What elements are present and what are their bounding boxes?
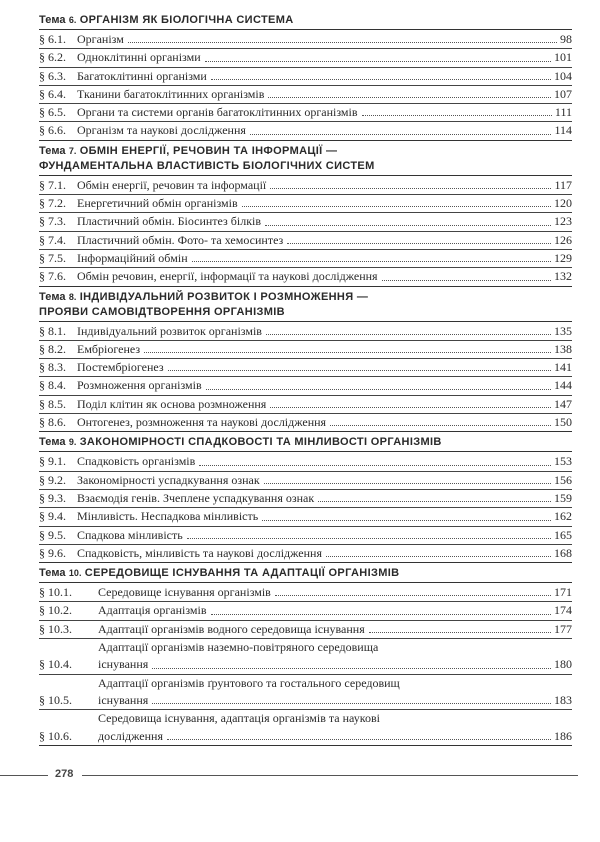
page-number-ref: 168 bbox=[554, 545, 572, 560]
leader-dots bbox=[144, 352, 551, 353]
toc-entry[interactable] bbox=[39, 584, 572, 601]
page-number-ref: 111 bbox=[554, 105, 572, 120]
toc-entry[interactable] bbox=[39, 638, 572, 674]
page-number-ref: 114 bbox=[554, 123, 572, 138]
toc-entry[interactable] bbox=[39, 544, 572, 562]
leader-dots bbox=[265, 225, 551, 226]
section-number: § 9.5. bbox=[39, 527, 66, 542]
entry-list bbox=[39, 453, 572, 563]
page-number-ref: 144 bbox=[554, 378, 572, 393]
entry-title: Пластичний обмін. Біосинтез білків bbox=[77, 214, 262, 229]
entry-list bbox=[39, 31, 572, 141]
entry-title: Енергетичний обмін організмів bbox=[77, 196, 238, 211]
topic-word: Тема bbox=[39, 290, 66, 303]
section-number: § 8.4. bbox=[39, 378, 66, 393]
section-number: § 6.1. bbox=[39, 32, 66, 46]
leader-dots bbox=[326, 556, 551, 557]
leader-dots bbox=[211, 614, 551, 615]
toc-entry[interactable] bbox=[39, 674, 572, 710]
topic-number: 8. bbox=[68, 291, 77, 302]
section-number: § 10.1. bbox=[39, 585, 72, 600]
topic-title-continued: ФУНДАМЕНТАЛЬНА ВЛАСТИВІСТЬ БІОЛОГІЧНИХ СИСТЕМ bbox=[39, 159, 375, 172]
entry-title: Онтогенез, розмноження та наукові дослідження bbox=[77, 415, 327, 430]
leader-dots bbox=[264, 483, 551, 484]
section-number: § 8.1. bbox=[39, 323, 66, 338]
topic-section bbox=[39, 435, 572, 563]
leader-dots bbox=[262, 520, 551, 521]
page-number-ref: 165 bbox=[554, 527, 572, 542]
toc-entry[interactable] bbox=[39, 177, 572, 194]
topic-word: Тема bbox=[39, 14, 66, 26]
section-number: § 10.6. bbox=[39, 728, 72, 743]
page-number-ref: 171 bbox=[554, 585, 572, 600]
toc-entry[interactable] bbox=[39, 103, 572, 121]
section-number: § 6.4. bbox=[39, 86, 66, 101]
page-number-ref: 159 bbox=[554, 490, 572, 505]
topic-title: ОБМІН ЕНЕРГІЇ, РЕЧОВИН ТА ІНФОРМАЦІЇ — bbox=[79, 144, 338, 157]
toc-entry[interactable] bbox=[39, 376, 572, 394]
leader-dots bbox=[242, 206, 551, 207]
leader-dots bbox=[199, 465, 551, 466]
toc-entry[interactable] bbox=[39, 620, 572, 638]
page-number-ref: 177 bbox=[554, 621, 572, 636]
entry-title: Тканини багатоклітинних організмів bbox=[77, 86, 265, 101]
toc-entry[interactable] bbox=[39, 85, 572, 103]
topic-section bbox=[39, 13, 572, 141]
page-number-ref: 153 bbox=[554, 454, 572, 469]
entry-title-block bbox=[98, 675, 554, 710]
page-number-ref: 150 bbox=[554, 415, 572, 430]
entry-title: Обмін енергії, речовин та інформації bbox=[77, 177, 267, 192]
topic-number: 7. bbox=[68, 145, 77, 156]
topic-title: ЗАКОНОМІРНОСТІ СПАДКОВОСТІ ТА МІНЛИВОСТІ ОРГАНІЗМІВ bbox=[79, 436, 442, 449]
topic-word: Тема bbox=[39, 567, 66, 580]
section-number: § 8.6. bbox=[39, 415, 66, 430]
entry-title: Організм bbox=[77, 32, 124, 46]
toc-entry[interactable] bbox=[39, 323, 572, 340]
footer-rule-right bbox=[82, 775, 578, 776]
toc-entry[interactable] bbox=[39, 121, 572, 139]
entry-title: Поділ клітин як основа розмноження bbox=[77, 396, 267, 411]
page-number-ref: 104 bbox=[554, 68, 572, 83]
topic-heading bbox=[39, 144, 572, 176]
table-of-contents bbox=[39, 13, 572, 746]
section-number: § 8.5. bbox=[39, 396, 66, 411]
topic-section bbox=[39, 290, 572, 433]
entry-title: Органи та системи органів багатоклітинних організмів bbox=[77, 105, 358, 120]
entry-title: Середовища існування, адаптація організмів та наукові bbox=[98, 711, 380, 726]
section-number: § 10.4. bbox=[39, 657, 72, 672]
section-number: § 7.3. bbox=[39, 214, 66, 229]
section-number: § 7.4. bbox=[39, 232, 66, 247]
topic-heading bbox=[39, 435, 572, 452]
toc-entry[interactable] bbox=[39, 358, 572, 376]
topic-title: ІНДИВІДУАЛЬНИЙ РОЗВИТОК І РОЗМНОЖЕННЯ — bbox=[79, 290, 369, 303]
entry-title-block bbox=[98, 710, 554, 745]
section-number: § 6.2. bbox=[39, 50, 66, 65]
topic-number: 6. bbox=[68, 15, 77, 25]
section-number: § 7.2. bbox=[39, 196, 66, 211]
section-number: § 10.2. bbox=[39, 603, 72, 618]
entry-title: Адаптації організмів наземно-повітряного середовища bbox=[98, 640, 379, 655]
entry-title: Індивідуальний розвиток організмів bbox=[77, 323, 262, 338]
entry-title: Одноклітинні організми bbox=[77, 50, 201, 65]
page-number-ref: 162 bbox=[554, 509, 572, 524]
section-number: § 9.3. bbox=[39, 490, 66, 505]
page-number-ref: 120 bbox=[554, 196, 572, 211]
toc-entry[interactable] bbox=[39, 395, 572, 413]
section-number: § 7.1. bbox=[39, 177, 66, 192]
topic-title-continued: ПРОЯВИ САМОВІДТВОРЕННЯ ОРГАНІЗМІВ bbox=[39, 305, 285, 318]
leader-dots bbox=[152, 668, 551, 669]
section-number: § 9.6. bbox=[39, 545, 66, 560]
page-number-ref: 135 bbox=[554, 323, 572, 338]
toc-entry[interactable] bbox=[39, 231, 572, 249]
leader-dots bbox=[266, 334, 551, 335]
page-number-ref: 141 bbox=[554, 360, 572, 375]
entry-list bbox=[39, 323, 572, 433]
leader-dots bbox=[211, 79, 551, 80]
entry-title: Адаптація організмів bbox=[98, 603, 207, 618]
leader-dots bbox=[268, 97, 551, 98]
page-number-ref: 138 bbox=[554, 341, 572, 356]
entry-title: Адаптації організмів водного середовища існування bbox=[98, 621, 365, 636]
toc-entry[interactable] bbox=[39, 709, 572, 745]
entry-list bbox=[39, 177, 572, 287]
page-number-ref: 123 bbox=[554, 214, 572, 229]
section-number: § 7.5. bbox=[39, 250, 66, 265]
leader-dots bbox=[318, 501, 551, 502]
leader-dots bbox=[369, 632, 551, 633]
entry-title: Інформаційний обмін bbox=[77, 250, 188, 265]
toc-entry[interactable] bbox=[39, 489, 572, 507]
toc-entry[interactable] bbox=[39, 67, 572, 85]
page-number-ref: 126 bbox=[554, 232, 572, 247]
entry-title: Спадковість організмів bbox=[77, 454, 196, 469]
page-number: 278 bbox=[55, 768, 74, 780]
leader-dots bbox=[167, 739, 551, 740]
page-number-ref: 186 bbox=[554, 728, 572, 743]
topic-heading bbox=[39, 566, 572, 583]
entry-title-block bbox=[98, 639, 554, 674]
leader-dots bbox=[205, 61, 551, 62]
section-number: § 6.6. bbox=[39, 123, 66, 138]
toc-entry[interactable] bbox=[39, 507, 572, 525]
topic-word: Тема bbox=[39, 144, 66, 157]
entry-title: Розмноження організмів bbox=[77, 378, 202, 393]
section-number: § 10.5. bbox=[39, 692, 72, 707]
entry-title: Середовище існування організмів bbox=[98, 585, 271, 600]
page-number-ref: 147 bbox=[554, 396, 572, 411]
section-number: § 9.2. bbox=[39, 472, 66, 487]
page-number-ref: 101 bbox=[554, 50, 572, 65]
page-number-ref: 107 bbox=[554, 86, 572, 101]
toc-entry[interactable] bbox=[39, 212, 572, 230]
toc-entry[interactable] bbox=[39, 340, 572, 358]
section-number: § 6.5. bbox=[39, 105, 66, 120]
entry-title: Закономірності успадкування ознак bbox=[77, 472, 260, 487]
section-number: § 7.6. bbox=[39, 269, 66, 284]
leader-dots bbox=[382, 280, 551, 281]
entry-title: Адаптації організмів ґрунтового та гостального середовищ bbox=[98, 675, 400, 690]
entry-title: Пластичний обмін. Фото- та хемосинтез bbox=[77, 232, 284, 247]
topic-section bbox=[39, 144, 572, 287]
section-number: § 9.4. bbox=[39, 509, 66, 524]
toc-entry[interactable] bbox=[39, 48, 572, 66]
topic-number: 9. bbox=[68, 437, 77, 448]
leader-dots bbox=[270, 188, 551, 189]
entry-title-continued: існування bbox=[98, 657, 149, 672]
topic-title: ОРГАНІЗМ ЯК БІОЛОГІЧНА СИСТЕМА bbox=[79, 14, 294, 26]
leader-dots bbox=[187, 538, 551, 539]
entry-title: Багатоклітинні організми bbox=[77, 68, 207, 83]
topic-heading bbox=[39, 13, 572, 30]
entry-title: Спадкова мінливість bbox=[77, 527, 183, 542]
toc-entry[interactable] bbox=[39, 249, 572, 267]
page-number-ref: 183 bbox=[554, 692, 572, 707]
leader-dots bbox=[270, 407, 551, 408]
section-number: § 9.1. bbox=[39, 454, 66, 469]
page-number-ref: 180 bbox=[554, 657, 572, 672]
toc-entry[interactable] bbox=[39, 526, 572, 544]
footer-rule-left bbox=[0, 775, 48, 776]
topic-section bbox=[39, 566, 572, 746]
topic-word: Тема bbox=[39, 436, 66, 449]
leader-dots bbox=[128, 42, 557, 43]
toc-entry[interactable] bbox=[39, 601, 572, 619]
page-number-ref: 117 bbox=[554, 177, 572, 192]
page-number-ref: 174 bbox=[554, 603, 572, 618]
leader-dots bbox=[275, 595, 551, 596]
entry-list bbox=[39, 584, 572, 746]
page-number-ref: 156 bbox=[554, 472, 572, 487]
entry-title: Організм та наукові дослідження bbox=[77, 123, 246, 138]
page-number-ref: 132 bbox=[554, 269, 572, 284]
entry-title-continued: дослідження bbox=[98, 728, 163, 743]
entry-title: Ембріогенез bbox=[77, 341, 141, 356]
entry-title: Взаємодія генів. Зчеплене успадкування ознак bbox=[77, 490, 315, 505]
section-number: § 10.3. bbox=[39, 621, 72, 636]
toc-entry[interactable] bbox=[39, 267, 572, 285]
section-number: § 6.3. bbox=[39, 68, 66, 83]
leader-dots bbox=[250, 134, 552, 135]
toc-entry[interactable] bbox=[39, 413, 572, 431]
leader-dots bbox=[330, 425, 551, 426]
entry-title: Постембріогенез bbox=[77, 360, 164, 375]
entry-title-continued: існування bbox=[98, 692, 149, 707]
section-number: § 8.2. bbox=[39, 341, 66, 356]
leader-dots bbox=[168, 370, 551, 371]
entry-title: Обмін речовин, енергії, інформації та наукові дослідження bbox=[77, 269, 378, 284]
leader-dots bbox=[287, 243, 551, 244]
toc-entry[interactable] bbox=[39, 194, 572, 212]
entry-title: Спадковість, мінливість та наукові дослідження bbox=[77, 545, 322, 560]
leader-dots bbox=[362, 115, 552, 116]
page-number-ref: 98 bbox=[560, 32, 572, 46]
page-footer bbox=[0, 768, 578, 782]
entry-title: Мінливість. Неспадкова мінливість bbox=[77, 509, 259, 524]
toc-entry[interactable] bbox=[39, 31, 572, 48]
page-number-ref: 129 bbox=[554, 250, 572, 265]
topic-number: 10. bbox=[68, 568, 82, 579]
leader-dots bbox=[152, 703, 551, 704]
toc-entry[interactable] bbox=[39, 453, 572, 470]
topic-title: СЕРЕДОВИЩЕ ІСНУВАННЯ ТА АДАПТАЦІЇ ОРГАНІЗМІВ bbox=[84, 567, 400, 580]
leader-dots bbox=[192, 261, 551, 262]
leader-dots bbox=[206, 389, 551, 390]
topic-heading bbox=[39, 290, 572, 322]
toc-entry[interactable] bbox=[39, 471, 572, 489]
section-number: § 8.3. bbox=[39, 360, 66, 375]
